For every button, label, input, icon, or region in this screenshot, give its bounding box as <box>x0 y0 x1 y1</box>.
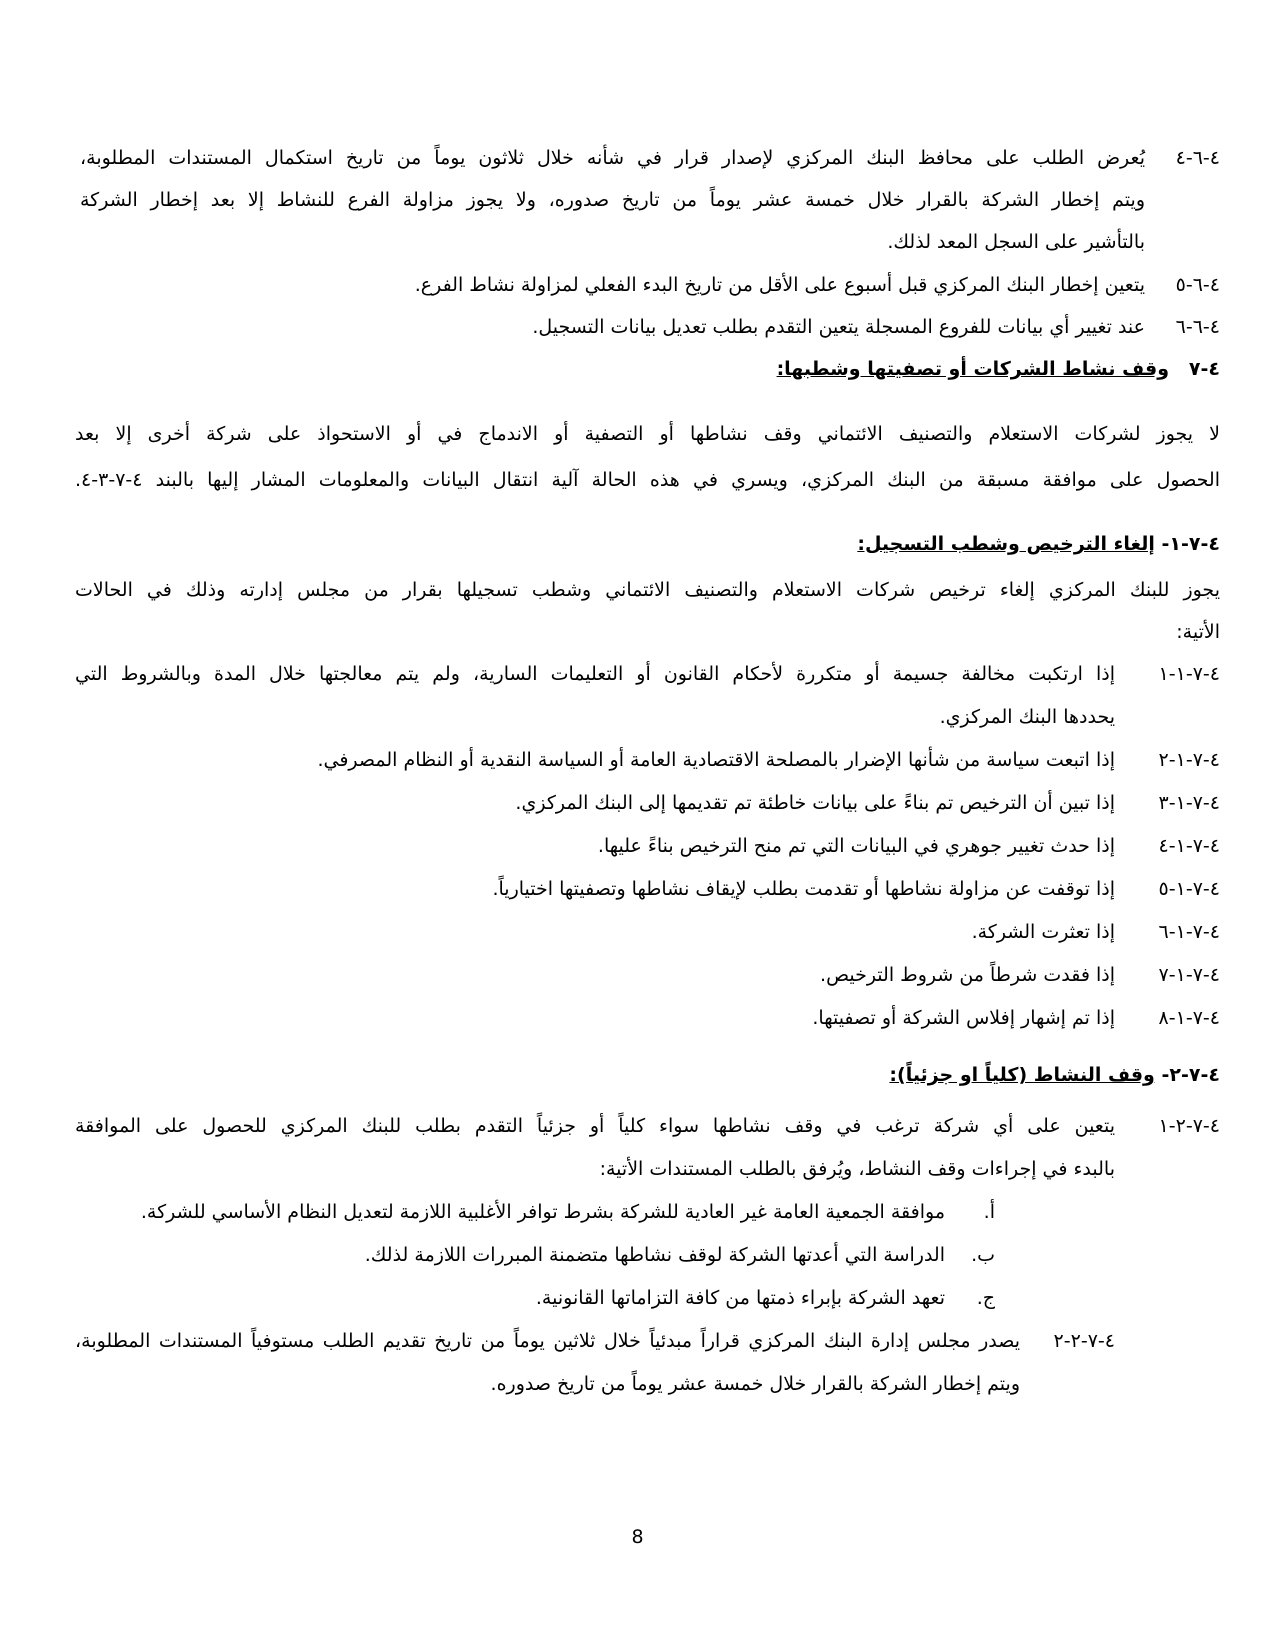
paragraph-line: يجوز للبنك المركزي إلغاء ترخيص شركات الاستعلام والتصنيف الائتماني وشطب تسجيلها بقرار من مجلس إدارته وذلك في الحالات <box>75 579 1220 601</box>
clause-text-line: يحددها البنك المركزي. <box>939 706 1115 728</box>
clause-number: ٤-٧-١-٦ <box>1158 921 1220 943</box>
clause-number: ٤-٧-١-١ <box>1158 663 1220 685</box>
paragraph-line: الأتية: <box>1176 621 1220 643</box>
clause-text: إذا تم إشهار إفلاس الشركة أو تصفيتها. <box>812 1007 1115 1029</box>
clause-number: ٤-٧-١-٥ <box>1158 878 1220 900</box>
clause-text-line: إذا ارتكبت مخالفة جسيمة أو متكررة لأحكام القانون أو التعليمات السارية، ولم يتم معالجتها خلال المدة وبالشروط التي <box>75 663 1115 685</box>
section-title: وقف النشاط (كلياً او جزئياً): <box>889 1064 1155 1086</box>
clause-number: ٤-٦-٥ <box>1175 274 1220 296</box>
clause-text-line: يُعرض الطلب على محافظ البنك المركزي لإصدار قرار في شأنه خلال ثلاثون يوماً من تاريخ استكمال المستندات المطلوبة، <box>80 147 1145 169</box>
section-number: ٤-٧-٢- <box>1161 1064 1220 1086</box>
section-title: إلغاء الترخيص وشطب التسجيل: <box>857 533 1155 555</box>
clause-text: إذا فقدت شرطاً من شروط الترخيص. <box>820 964 1115 986</box>
clause-number: ٤-٦-٤ <box>1175 147 1220 169</box>
section-title: وقف نشاط الشركات أو تصفيتها وشطبها: <box>776 358 1170 380</box>
sub-item-text: تعهد الشركة بإبراء ذمتها من كافة التزاماتها القانونية. <box>535 1287 945 1309</box>
paragraph-line: لا يجوز لشركات الاستعلام والتصنيف الائتماني وقف نشاطها أو التصفية أو الاندماج في أو الاستحواذ على شركة أخرى إلا بعد <box>75 423 1220 445</box>
clause-number: ٤-٧-١-٧ <box>1158 964 1220 986</box>
clause-text: إذا تعثرت الشركة. <box>971 921 1115 943</box>
clause-text-line: ويتم إخطار الشركة بالقرار خلال خمسة عشر يوماً من تاريخ صدوره. <box>490 1373 1020 1395</box>
clause-text: إذا حدث تغيير جوهري في البيانات التي تم منح الترخيص بناءً عليها. <box>597 835 1115 857</box>
section-number: ٤-٧ <box>1188 358 1220 380</box>
clause-text: إذا اتبعت سياسة من شأنها الإضرار بالمصلحة الاقتصادية العامة أو السياسة النقدية أو النظام المصرفي. <box>317 749 1115 771</box>
page-number: 8 <box>631 1526 644 1548</box>
sub-item-letter: أ. <box>983 1201 995 1223</box>
sub-item-letter: ج. <box>976 1287 995 1309</box>
clause-text: يتعين إخطار البنك المركزي قبل أسبوع على الأقل من تاريخ البدء الفعلي لمزاولة نشاط الفرع. <box>414 274 1145 296</box>
clause-text-line: يتعين على أي شركة ترغب في وقف نشاطها سواء كلياً أو جزئياً التقدم بطلب للبنك المركزي للحصول على الموافقة <box>75 1115 1115 1137</box>
section-heading <box>857 531 1220 557</box>
clause-number: ٤-٧-١-٤ <box>1158 835 1220 857</box>
clause-number: ٤-٧-٢-١ <box>1158 1115 1220 1137</box>
sub-item-text: الدراسة التي أعدتها الشركة لوقف نشاطها متضمنة المبررات اللازمة لذلك. <box>364 1244 945 1266</box>
section-number: ٤-٧-١- <box>1161 533 1220 555</box>
clause-number: ٤-٧-٢-٢ <box>1053 1330 1115 1352</box>
clause-number: ٤-٧-١-٨ <box>1158 1007 1220 1029</box>
sub-item-letter: ب. <box>971 1244 995 1266</box>
clause-text: عند تغيير أي بيانات للفروع المسجلة يتعين التقدم بطلب تعديل بيانات التسجيل. <box>532 316 1145 338</box>
section-heading <box>777 356 1220 382</box>
clause-number: ٤-٧-١-٢ <box>1158 749 1220 771</box>
clause-text-line: ويتم إخطار الشركة بالقرار خلال خمسة عشر يوماً من تاريخ صدوره، ولا يجوز مزاولة الفرع للنشاط إلا بعد إخطار الشركة <box>80 189 1145 211</box>
clause-text: إذا تبين أن الترخيص تم بناءً على بيانات خاطئة تم تقديمها إلى البنك المركزي. <box>515 792 1115 814</box>
paragraph-line: الحصول على موافقة مسبقة من البنك المركزي، ويسري في هذه الحالة آلية انتقال البيانات والمعلومات المشار إليها بالبند ٤-٧-٣-٤. <box>75 469 1220 491</box>
clause-number: ٤-٧-١-٣ <box>1158 792 1220 814</box>
clause-text-line: بالتأشير على السجل المعد لذلك. <box>887 231 1145 253</box>
clause-text: إذا توقفت عن مزاولة نشاطها أو تقدمت بطلب لإيقاف نشاطها وتصفيتها اختيارياً. <box>492 878 1115 900</box>
section-heading <box>889 1062 1220 1088</box>
clause-number: ٤-٦-٦ <box>1175 316 1220 338</box>
clause-text-line: بالبدء في إجراءات وقف النشاط، ويُرفق بالطلب المستندات الأتية: <box>599 1158 1115 1180</box>
clause-text-line: يصدر مجلس إدارة البنك المركزي قراراً مبدئياً خلال ثلاثين يوماً من تاريخ تقديم الطلب مستوفياً المستندات المطلوبة، <box>75 1330 1020 1352</box>
sub-item-text: موافقة الجمعية العامة غير العادية للشركة بشرط توافر الأغلبية اللازمة لتعديل النظام الأساسي للشركة. <box>140 1201 945 1223</box>
